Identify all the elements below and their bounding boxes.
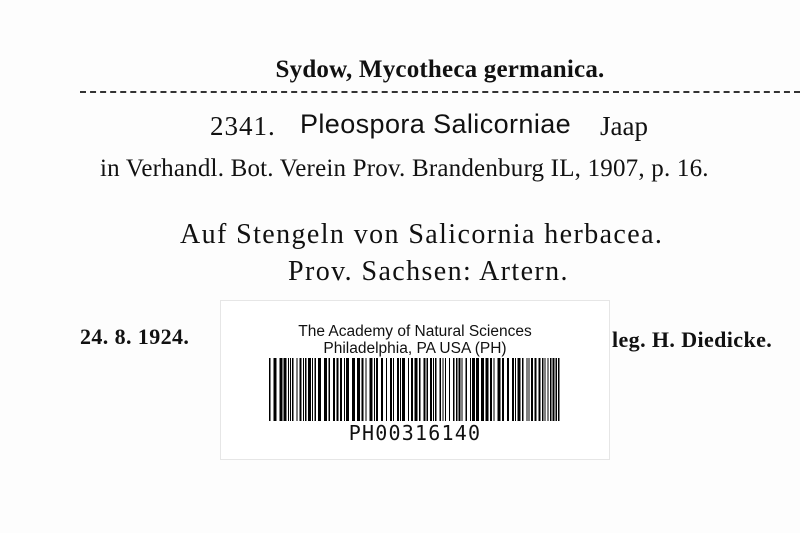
barcode-bar xyxy=(440,358,442,421)
barcode-bar xyxy=(305,358,307,421)
catalog-number: PH00316140 xyxy=(348,421,482,445)
barcode-bar xyxy=(318,358,321,421)
barcode-bar xyxy=(419,358,421,421)
barcode-bar xyxy=(357,358,360,421)
barcode-bar xyxy=(539,358,541,421)
barcode-bar xyxy=(415,358,418,421)
barcode-bar xyxy=(288,358,289,421)
barcode-bar xyxy=(303,358,304,421)
barcode-bar xyxy=(344,358,345,421)
barcode-bar xyxy=(435,358,437,421)
barcode-bar xyxy=(527,358,528,421)
barcode-bar xyxy=(443,358,444,421)
barcode-bar xyxy=(490,358,492,421)
barcode-bar xyxy=(280,358,283,421)
barcode-bar xyxy=(390,358,392,421)
barcode-bar xyxy=(315,358,317,421)
barcode-bar xyxy=(284,358,287,421)
title-divider xyxy=(80,91,800,93)
barcode-bar xyxy=(512,358,514,421)
barcode-bar xyxy=(522,358,524,421)
specimen-number: 2341. xyxy=(210,111,276,141)
barcode-bar xyxy=(433,358,434,421)
barcode-bar xyxy=(411,358,413,421)
barcode-bar xyxy=(366,358,367,421)
barcode-bar xyxy=(376,358,378,421)
locality-text: Prov. Sachsen: Artern. xyxy=(288,256,569,287)
collection-date: 24. 8. 1924. xyxy=(80,324,190,349)
institution-location: Philadelphia, PA USA (PH) xyxy=(323,340,507,357)
literature-citation: in Verhandl. Bot. Verein Prov. Brandenburg IL, 1907, p. 16. xyxy=(100,155,709,182)
barcode-bar xyxy=(346,358,349,421)
barcode-bar xyxy=(381,358,383,421)
barcode-bar xyxy=(502,358,504,421)
substrate-text: Auf Stengeln von Salicornia herbacea. xyxy=(180,219,664,250)
barcode-bar xyxy=(542,358,544,421)
barcode-bar xyxy=(453,358,455,421)
barcode-bar xyxy=(548,358,549,421)
barcode-bar xyxy=(408,358,409,421)
barcode-bar xyxy=(531,358,533,421)
barcode-bar xyxy=(430,358,432,421)
barcode-bar xyxy=(470,358,471,421)
barcode-bar xyxy=(515,358,516,421)
barcode-image xyxy=(269,358,561,421)
barcode-bar xyxy=(476,358,479,421)
species-author: Jaap xyxy=(600,111,648,141)
barcode-bar xyxy=(333,358,335,421)
barcode-bar xyxy=(370,358,373,421)
barcode-bar xyxy=(507,358,509,421)
barcode-bar xyxy=(449,358,450,421)
barcode-bar xyxy=(466,358,468,421)
barcode-bar xyxy=(297,358,298,421)
barcode-bar xyxy=(424,358,426,421)
barcode-bar xyxy=(312,358,313,421)
barcode-bar xyxy=(529,358,530,421)
barcode-bar xyxy=(459,358,461,421)
barcode-bar xyxy=(269,358,271,421)
institution-name: The Academy of Natural Sciences xyxy=(298,323,532,340)
barcode-bar xyxy=(329,358,331,421)
barcode-bar xyxy=(486,358,489,421)
barcode-bar xyxy=(308,358,311,421)
barcode-bar xyxy=(274,358,277,421)
barcode-bar xyxy=(445,358,446,421)
barcode-bar xyxy=(427,358,429,421)
barcode-bar xyxy=(535,358,537,421)
barcode-bar xyxy=(553,358,555,421)
barcode-bar xyxy=(362,358,364,421)
barcode-bar xyxy=(494,358,495,421)
barcode-bar xyxy=(290,358,291,421)
barcode-bar xyxy=(300,358,302,421)
barcode-bar xyxy=(397,358,399,421)
barcode-bar xyxy=(558,358,560,421)
barcode-bar xyxy=(462,358,463,421)
barcode-bar xyxy=(352,358,355,421)
barcode-bar xyxy=(456,358,458,421)
species-name: Pleospora Salicorniae xyxy=(300,109,572,139)
barcode-bar xyxy=(400,358,401,421)
barcode-bar xyxy=(337,358,339,421)
exsiccata-title: Sydow, Mycotheca germanica. xyxy=(275,56,605,83)
barcode-bar xyxy=(292,358,294,421)
barcode-bar xyxy=(518,358,521,421)
collector-name: leg. H. Diedicke. xyxy=(612,327,773,352)
barcode-bar xyxy=(556,358,558,421)
barcode-bar xyxy=(550,358,552,421)
barcode-bar xyxy=(340,358,342,421)
barcode-bar xyxy=(374,358,375,421)
barcode-bar xyxy=(324,358,327,421)
barcode-label xyxy=(220,300,610,460)
barcode-bar xyxy=(402,358,405,421)
barcode-bar xyxy=(393,358,394,421)
barcode-bar xyxy=(498,358,501,421)
barcode-bar xyxy=(386,358,387,421)
barcode-bar xyxy=(481,358,484,421)
barcode-bar xyxy=(472,358,475,421)
barcode-bar xyxy=(545,358,546,421)
